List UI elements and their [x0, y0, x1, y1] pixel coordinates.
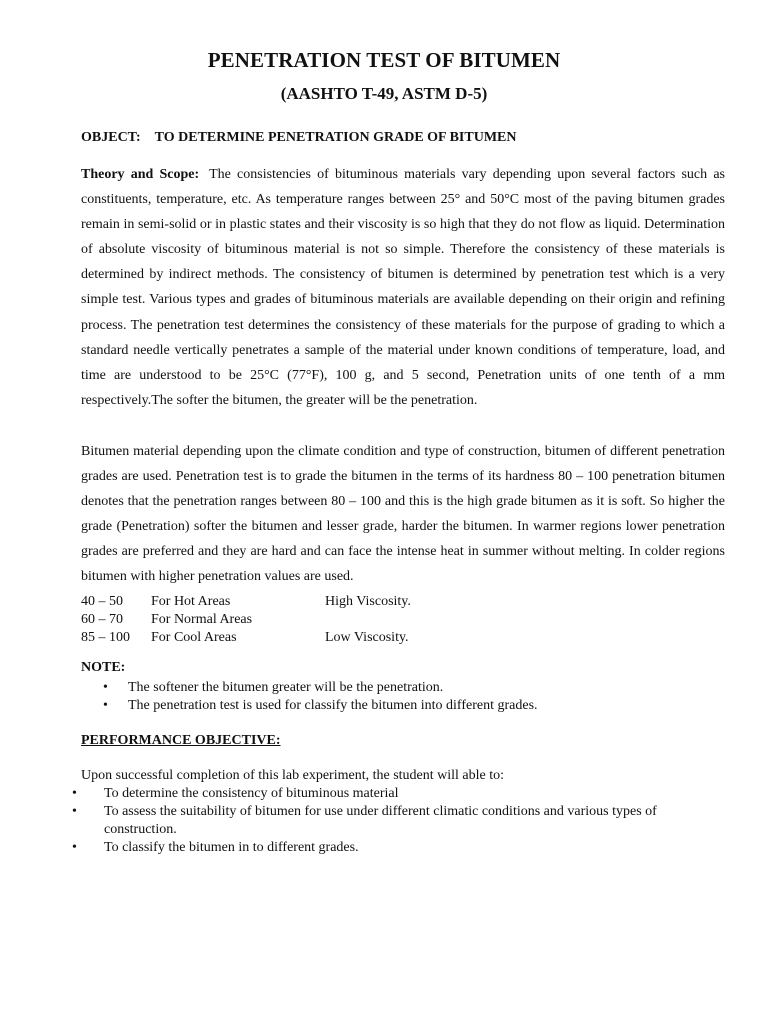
list-item [70, 803, 730, 839]
grade-range: 40 – 50 [81, 594, 123, 609]
grade-area: For Cool Areas [151, 630, 237, 645]
grade-area: For Hot Areas [151, 594, 231, 609]
grade-row [81, 611, 641, 629]
grades-table [81, 593, 641, 647]
performance-intro: Upon successful completion of this lab experiment, the student will able to: [81, 768, 505, 783]
bullet-icon: • [72, 804, 77, 819]
list-item [70, 785, 730, 803]
grade-area: For Normal Areas [151, 612, 253, 627]
theory-paragraph [81, 162, 725, 413]
note-list [81, 679, 681, 715]
grade-viscosity: Low Viscosity. [325, 630, 409, 645]
theory-label: Theory and Scope: [81, 167, 200, 182]
grade-range: 60 – 70 [81, 612, 123, 627]
list-item [70, 839, 730, 857]
objectives-list [70, 785, 730, 857]
grade-row [81, 593, 641, 611]
object-text: TO DETERMINE PENETRATION GRADE OF BITUMEN [154, 130, 517, 145]
objective-text: To determine the consistency of bituminous material [104, 786, 399, 801]
page-subtitle: (AASHTO T-49, ASTM D-5) [280, 84, 488, 103]
bullet-icon: • [72, 840, 77, 855]
object-line [81, 130, 516, 146]
grade-viscosity: High Viscosity. [325, 594, 411, 609]
objective-text: To classify the bitumen in to different grades. [104, 840, 359, 855]
page-title: PENETRATION TEST OF BITUMEN [207, 48, 561, 72]
list-item [81, 679, 681, 697]
bullet-icon: • [103, 680, 108, 695]
object-label: OBJECT: [81, 130, 141, 145]
grade-row [81, 629, 641, 647]
note-text: The penetration test is used for classify the bitumen into different grades. [128, 698, 538, 713]
theory-text: The consistencies of bituminous materials vary depending upon several factors such as constituents, temperature, etc. As temperature ranges between 25° and 50°C most of the paving bitumen grades remain in semi-solid or in plastic states and their viscosity is so high that they do not flow as liquid. Determination of absolute viscosity of bituminous material is not so simple. Therefore the consistency of these materials is determined by indirect methods. The consistency of bitumen is determined by penetration test which is a very simple test. Various types and grades of bituminous materials are available depending on their origin and refining process. The penetration test determines the consistency of these materials for the purpose of grading to which a standard needle vertically penetrates a sample of the material under known conditions of temperature, load, and time are understood to be 25°C (77°F), 100 g, and 5 second, Penetration units of one tenth of a mm respectively.The softer the bitumen, the greater will be the penetration. [81, 167, 725, 408]
note-heading: NOTE: [81, 660, 126, 675]
note-text: The softener the bitumen greater will be the penetration. [128, 680, 444, 695]
list-item [81, 697, 681, 715]
grades-paragraph: Bitumen material depending upon the climate condition and type of construction, bitumen of different penetration grades are used. Penetration test is to grade the bitumen in the terms of its hardness 80 – 100 penetration bitumen denotes that the penetration ranges between 80 – 100 and this is the high grade bitumen as it is soft. So higher the grade (Penetration) softer the bitumen and lesser grade, harder the bitumen. In warmer regions lower penetration grades are preferred and they are hard and can face the intense heat in summer without melting. In colder regions bitumen with higher penetration values are used. [81, 444, 725, 585]
objective-text: To assess the suitability of bitumen for use under different climatic conditions and various types of construction. [104, 804, 657, 837]
bullet-icon: • [72, 786, 77, 801]
grade-range: 85 – 100 [81, 630, 130, 645]
performance-heading: PERFORMANCE OBJECTIVE: [81, 733, 281, 748]
bullet-icon: • [103, 698, 108, 713]
